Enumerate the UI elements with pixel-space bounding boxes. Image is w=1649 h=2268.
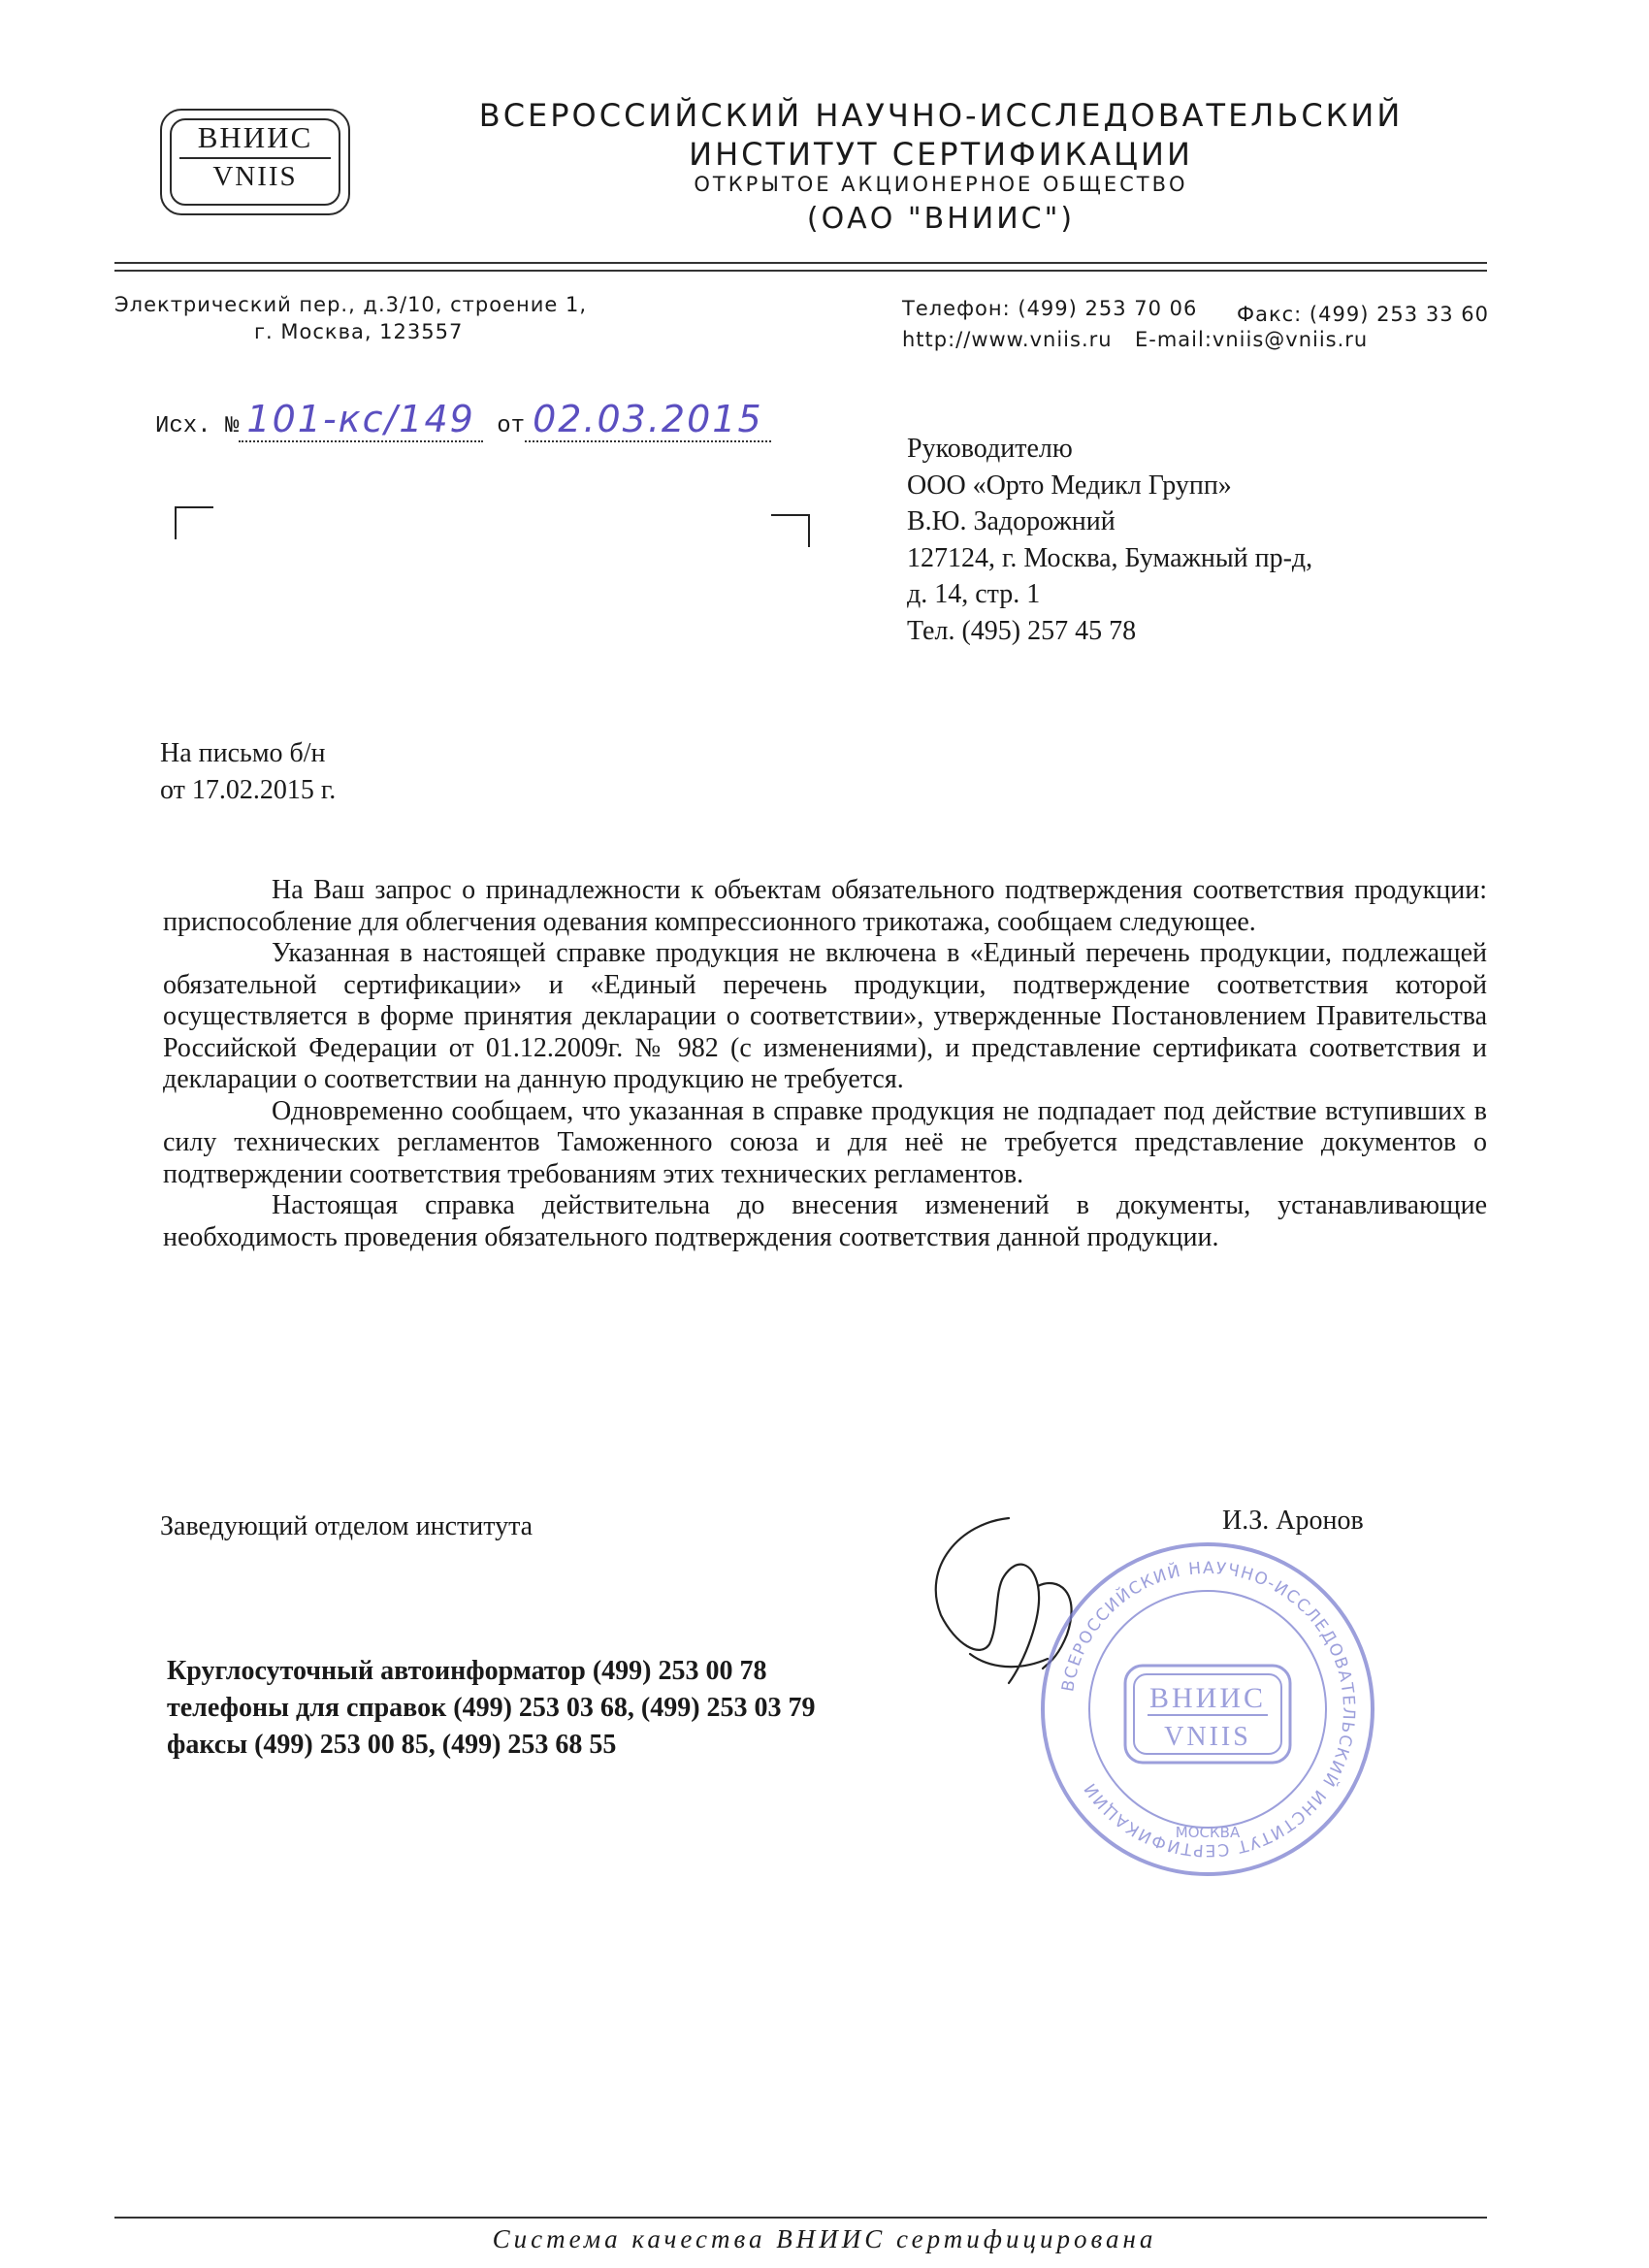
official-stamp — [1033, 1535, 1382, 1884]
header-org-type: ОТКРЫТОЕ АКЦИОНЕРНОЕ ОБЩЕСТВО — [694, 173, 1188, 196]
body-paragraph: Одновременно сообщаем, что указанная в справке продукция не подпадает под действие вступивших в силу технических регламентов Таможенного союза и для неё не требуется представление документов о подтверждении соответствия требованиям этих технических регламентов. — [163, 1095, 1487, 1189]
hotlines-block — [167, 1653, 816, 1764]
reply-line1: На письмо б/н — [160, 738, 326, 768]
footer-rule — [114, 2217, 1487, 2219]
fax-number: Факс: (499) 253 33 60 — [1237, 303, 1489, 326]
hotline-faxes: факсы (499) 253 00 85, (499) 253 68 55 — [167, 1730, 617, 1760]
recipient-line: ООО «Орто Медикл Групп» — [907, 470, 1232, 501]
stamp-city: МОСКВА — [1175, 1824, 1241, 1841]
recipient-line: д. 14, стр. 1 — [907, 579, 1041, 609]
outgoing-label: Исх. № — [155, 413, 240, 439]
website: http://www.vniis.ru — [902, 328, 1113, 351]
header-org-short: (ОАО "ВНИИС") — [806, 202, 1076, 236]
email: E-mail:vniis@vniis.ru — [1135, 328, 1369, 351]
recipient-line: 127124, г. Москва, Бумажный пр-д, — [907, 542, 1313, 573]
stamp-ring-text: ВСЕРОССИЙСКИЙ НАУЧНО-ИССЛЕДОВАТЕЛЬСКИЙ ИНСТИТУТ СЕРТИФИКАЦИИ — [1058, 1558, 1359, 1861]
address-line1: Электрический пер., д.3/10, строение 1, — [114, 293, 588, 316]
logo-text-cyrillic: ВНИИС — [197, 120, 313, 154]
body-paragraph: Указанная в настоящей справке продукция не включена в «Единый перечень продукции, подлежащей обязательной сертификации» и «Единый перечень продукции, подтверждение соответствия которой осуществляется в форме принятия декларации о соответствии», утвержденные Постановлением Правительства Российской Федерации от 01.12.2009г. № 982 (с изменениями), и представление сертификата соответствия и декларации о соответствии на данную продукцию не требуется. — [163, 938, 1487, 1094]
header-org-line1: ВСЕРОССИЙСКИЙ НАУЧНО-ИССЛЕДОВАТЕЛЬСКИЙ — [478, 97, 1404, 134]
footer-quality-note: Система качества ВНИИС сертифицирована — [492, 2224, 1157, 2253]
hotline-autoinformer: Круглосуточный автоинформатор (499) 253 00 78 — [167, 1656, 767, 1686]
outgoing-reference — [155, 398, 771, 442]
address-corner-right — [771, 514, 810, 547]
recipient-line: В.Ю. Задорожний — [907, 506, 1116, 536]
reply-reference — [160, 735, 336, 809]
body-paragraph: На Ваш запрос о принадлежности к объектам обязательного подтверждения соответствия продукции: приспособление для облегчения одевания компрессионного трикотажа, сообщаем следующее. — [163, 875, 1487, 937]
letterhead-rule-top — [114, 262, 1487, 264]
logo-text-latin: VNIIS — [212, 161, 298, 192]
address-line2: г. Москва, 123557 — [254, 320, 464, 343]
outgoing-number-handwritten: 101-кс/149 — [239, 398, 482, 442]
stamp-center-cyrillic: ВНИИС — [1148, 1682, 1267, 1714]
recipient-line: Тел. (495) 257 45 78 — [907, 615, 1137, 646]
phone-number: Телефон: (499) 253 70 06 — [902, 297, 1198, 320]
reply-line2: от 17.02.2015 г. — [160, 775, 337, 805]
address-corner-left — [175, 506, 213, 539]
outgoing-date-handwritten: 02.03.2015 — [525, 398, 771, 442]
letterhead-rule-bottom — [114, 270, 1487, 272]
letter-body — [163, 875, 1487, 1253]
stamp-center-latin: VNIIS — [1164, 1722, 1251, 1752]
outgoing-date-label: от — [497, 413, 526, 439]
recipient-block — [907, 431, 1312, 649]
hotline-info-phones: телефоны для справок (499) 253 03 68, (499) 253 03 79 — [167, 1693, 816, 1723]
recipient-line: Руководителю — [907, 434, 1073, 464]
body-paragraph: Настоящая справка действительна до внесения изменений в документы, устанавливающие необходимость проведения обязательного подтверждения соответствия данной продукции. — [163, 1190, 1487, 1252]
institute-logo — [160, 109, 350, 215]
header-org-line2: ИНСТИТУТ СЕРТИФИКАЦИИ — [689, 136, 1193, 173]
signatory-title: Заведующий отделом института — [160, 1511, 534, 1541]
signatory-name: И.З. Аронов — [1222, 1506, 1364, 1536]
